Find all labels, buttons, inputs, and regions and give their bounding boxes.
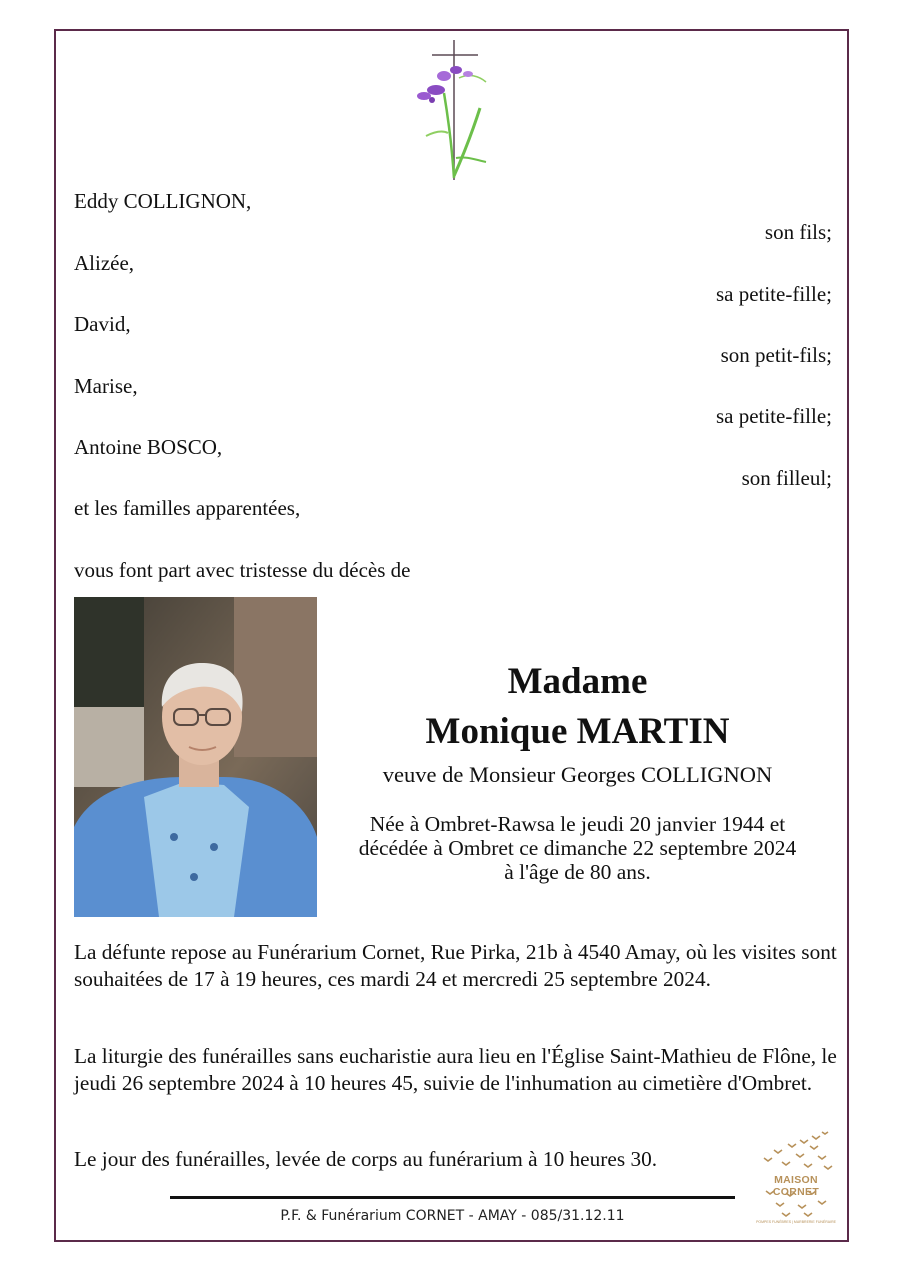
family-name-1: Eddy COLLIGNON, (74, 189, 252, 213)
rest-paragraph (74, 939, 839, 992)
rest-text: La défunte repose au Funérarium Cornet, Rue Pirka, 21b à 4540 Amay, où les visites sont souhaitées de 17 à 19 heures, ces mardi 24 et mercredi 25 septembre 2024. (74, 940, 837, 991)
family-relation-3: son petit-fils; (720, 343, 832, 367)
footer-contact: P.F. & Funérarium CORNET - AMAY - 085/31.12.11 (280, 1208, 625, 1224)
birds-icon (752, 1130, 840, 1174)
deceased-photo (74, 597, 317, 917)
death-line: décédée à Ombret ce dimanche 22 septembre 2024 (358, 836, 797, 860)
brand-name: MAISON CORNET (772, 1174, 820, 1198)
birth-line: Née à Ombret-Rawsa le jeudi 20 janvier 1944 et (369, 812, 786, 836)
brand-tagline: POMPES FUNÈBRES | MARBRERIE FUNÉRAIRE (756, 1220, 836, 1224)
leave-text: Le jour des funérailles, levée de corps au funérarium à 10 heures 30. (74, 1147, 658, 1171)
family-name-3: David, (74, 312, 131, 336)
family-relation-4: sa petite-fille; (715, 404, 832, 428)
deceased-name: Monique MARTIN (425, 711, 730, 752)
family-relation-2: sa petite-fille; (715, 282, 832, 306)
footer-divider (170, 1196, 735, 1199)
deceased-title: Madame (507, 661, 648, 702)
widow-line: veuve de Monsieur Georges COLLIGNON (382, 762, 773, 787)
leave-paragraph (74, 1146, 839, 1173)
birds-lower-icon (752, 1187, 840, 1223)
maison-cornet-logo (752, 1130, 840, 1230)
families-line: et les familles apparentées, (74, 496, 301, 520)
liturgy-paragraph (74, 1043, 839, 1096)
family-name-2: Alizée, (74, 251, 135, 275)
family-name-4: Marise, (74, 374, 138, 398)
family-name-5: Antoine BOSCO, (74, 435, 223, 459)
family-relation-1: son fils; (764, 220, 832, 244)
dates-block (320, 812, 835, 884)
announce-line: vous font part avec tristesse du décès de (74, 558, 411, 582)
age-line: à l'âge de 80 ans. (504, 860, 651, 884)
cross-flower-icon (414, 38, 490, 183)
liturgy-text: La liturgie des funérailles sans eucharistie aura lieu en l'Église Saint-Mathieu de Flône, le jeudi 26 septembre 2024 à 10 heures 45, suivie de l'inhumation au cimetière d'Ombret. (74, 1044, 837, 1095)
family-relation-5: son filleul; (741, 466, 832, 490)
